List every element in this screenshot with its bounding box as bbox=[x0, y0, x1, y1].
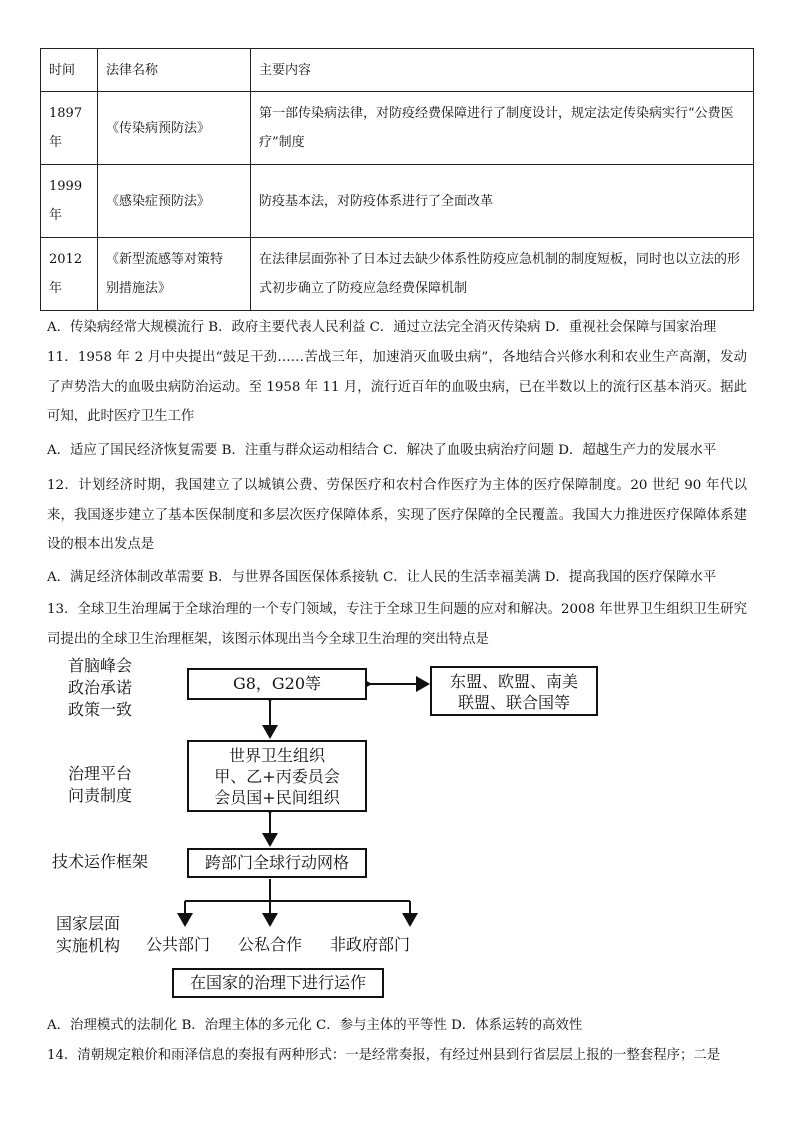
table-header-row bbox=[41, 49, 754, 92]
label-national: 国家层面 实施机构 bbox=[56, 914, 121, 955]
label-tech: 技术运作框架 bbox=[52, 852, 149, 871]
sector-public: 公共部门 bbox=[146, 935, 211, 954]
q11-stem: 11．1958 年 2 月中央提出“鼓足干劲……苦战三年，加速消灭血吸虫病”，各地结合兴修水利和农业生产高潮，发动了声势浩大的血吸虫病防治运动。至 1958 年 11 月，流行近百年的血吸虫病，已在半数以上的流行区基本消灭。据此可知，此时医疗卫生工作 bbox=[47, 350, 747, 424]
q13-options: A．治理模式的法制化 B．治理主体的多元化 C．参与主体的平等性 D．体系运转的高效性 bbox=[47, 1018, 583, 1033]
table-row bbox=[41, 238, 754, 311]
row-content: 第一部传染病法律，对防疫经费保障进行了制度设计，规定法定传染病实行“公费医疗”制度 bbox=[251, 92, 754, 165]
box-national-governance: 在国家的治理下进行运作 bbox=[172, 968, 384, 998]
label-summit: 首脑峰会 政治承诺 政策一致 bbox=[68, 656, 133, 719]
row-year: 2012 年 bbox=[41, 238, 98, 311]
governance-diagram bbox=[40, 655, 640, 1005]
q12-options: A．满足经济体制改革需要 B．与世界各国医保体系接轨 C．让人民的生活幸福美满 D．提高我国的医疗保障水平 bbox=[47, 570, 717, 585]
row-law-name: 《新型流感等对策特 别措施法》 bbox=[98, 238, 251, 311]
row-content: 防疫基本法，对防疫体系进行了全面改革 bbox=[251, 165, 754, 238]
row-law-name: 《传染病预防法》 bbox=[98, 92, 251, 165]
row-year: 1897 年 bbox=[41, 92, 98, 165]
sector-ngo: 非政府部门 bbox=[330, 935, 411, 954]
header-law-name: 法律名称 bbox=[98, 49, 251, 92]
row-year: 1999 年 bbox=[41, 165, 98, 238]
q14-stem: 14．清朝规定粮价和雨泽信息的奏报有两种形式：一是经常奏报，有经过州县到行省层层上报的一整套程序；二是 bbox=[47, 1048, 721, 1063]
box-who: 世界卫生组织 甲、乙+丙委员会 会员国+民间组织 bbox=[187, 740, 367, 812]
box-network: 跨部门全球行动网格 bbox=[187, 848, 367, 878]
law-table bbox=[40, 48, 754, 311]
row-content: 在法律层面弥补了日本过去缺少体系性防疫应急机制的制度短板，同时也以立法的形式初步确立了防疫应急经费保障机制 bbox=[251, 238, 754, 311]
q13-stem: 13．全球卫生治理属于全球治理的一个专门领域，专注于全球卫生问题的应对和解决。2008 年世界卫生组织卫生研究司提出的全球卫生治理框架，该图示体现出当今全球卫生治理的突出特点是 bbox=[47, 602, 747, 647]
box-g8-g20: G8，G20等 bbox=[187, 668, 367, 700]
sector-ppp: 公私合作 bbox=[238, 935, 303, 954]
label-platform: 治理平台 问责制度 bbox=[68, 764, 133, 805]
q11-options: A．适应了国民经济恢复需要 B．注重与群众运动相结合 C．解决了血吸虫病治疗问题 D．超越生产力的发展水平 bbox=[47, 443, 717, 458]
table-row bbox=[41, 165, 754, 238]
table-row bbox=[41, 92, 754, 165]
q10-options: A．传染病经常大规模流行 B．政府主要代表人民利益 C．通过立法完全消灭传染病 D．重视社会保障与国家治理 bbox=[47, 320, 717, 335]
header-time: 时间 bbox=[41, 49, 98, 92]
q12-stem: 12．计划经济时期，我国建立了以城镇公费、劳保医疗和农村合作医疗为主体的医疗保障制度。20 世纪 90 年代以来，我国逐步建立了基本医保制度和多层次医疗保障体系，实现了医疗保障的全民覆盖。我国大力推进医疗保障体系建设的根本出发点是 bbox=[47, 478, 747, 552]
row-law-name: 《感染症预防法》 bbox=[98, 165, 251, 238]
box-regional-orgs: 东盟、欧盟、南美 联盟、联合国等 bbox=[430, 666, 598, 716]
header-content: 主要内容 bbox=[251, 49, 754, 92]
